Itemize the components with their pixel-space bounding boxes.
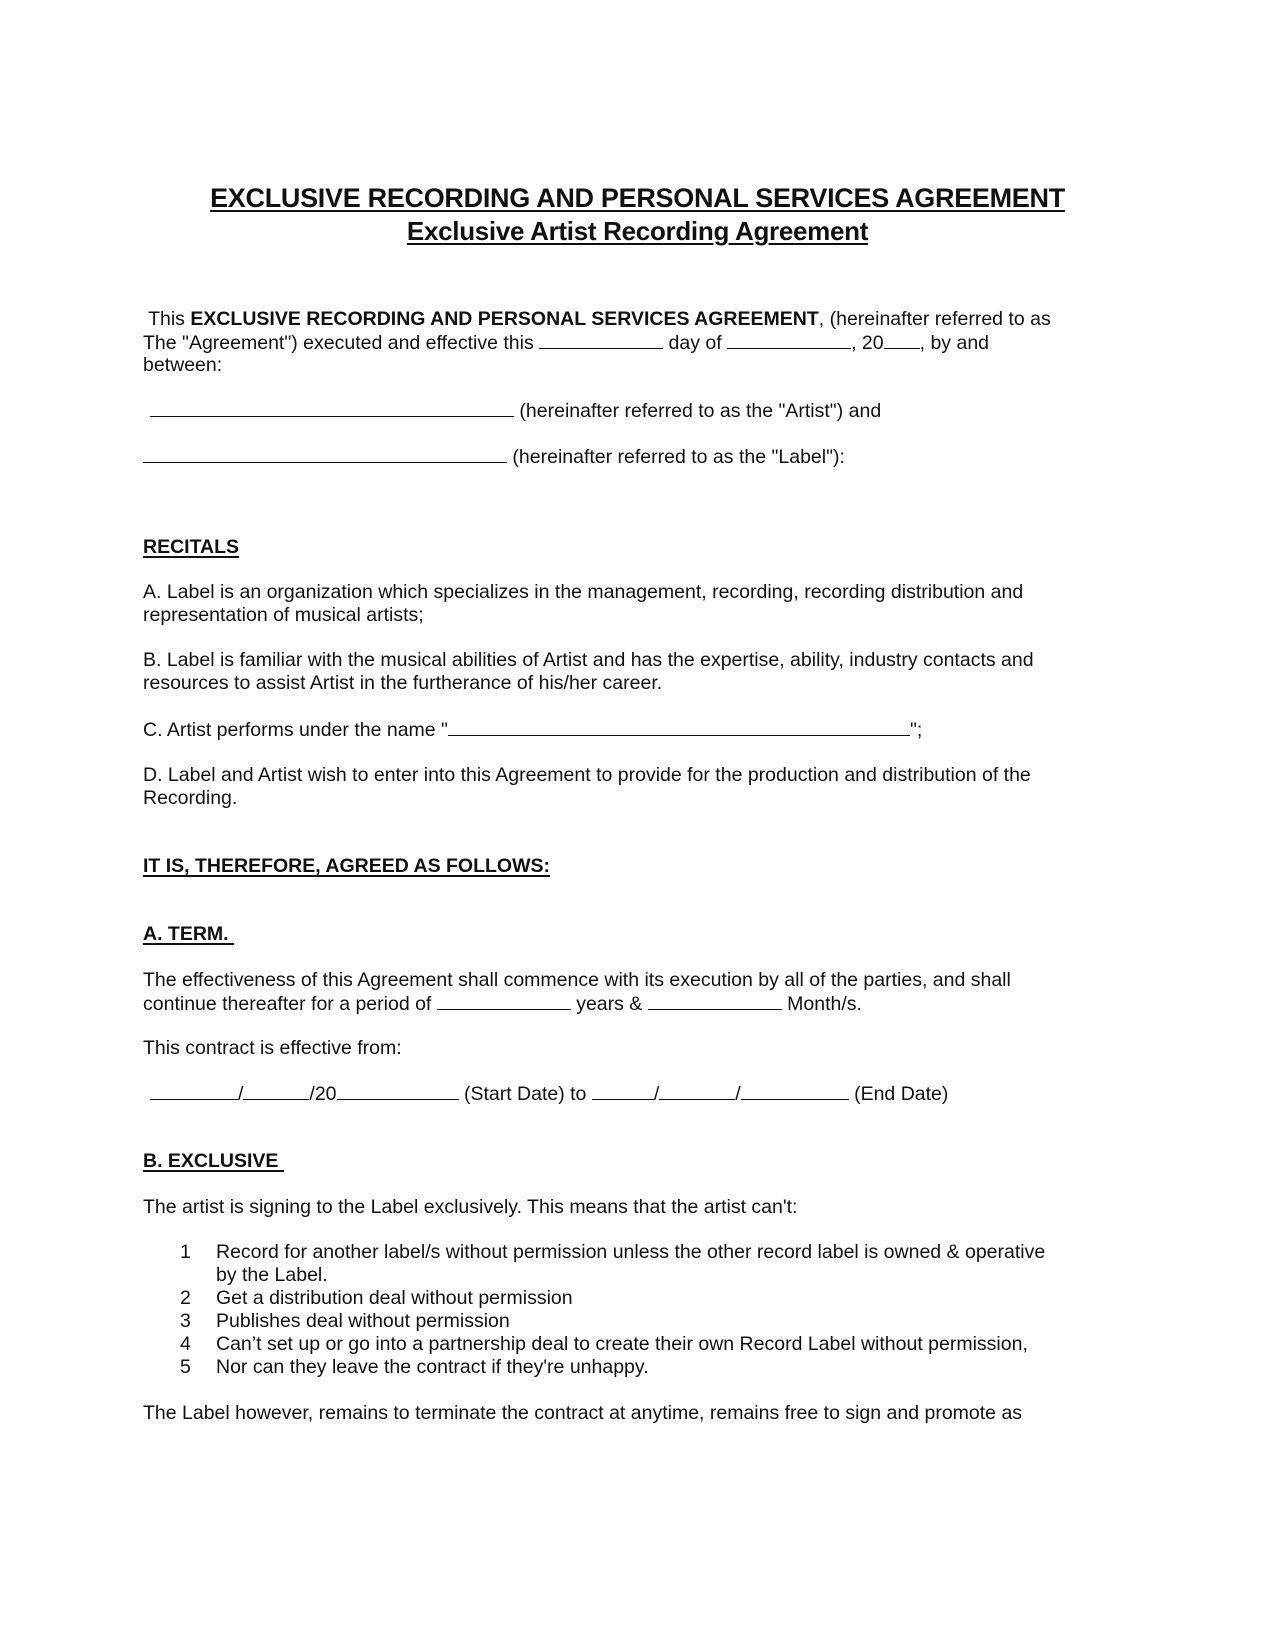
- date-range-line: [150, 1081, 948, 1106]
- document-subtitle: Exclusive Artist Recording Agreement: [406, 216, 869, 246]
- recital-c-prefix: C. Artist performs under the name ": [143, 719, 448, 741]
- artist-name-blank[interactable]: [150, 398, 514, 417]
- agreed-heading: IT IS, THEREFORE, AGREED AS FOLLOWS:: [143, 855, 550, 877]
- intro-text: , 20: [851, 332, 884, 354]
- end-year-blank[interactable]: [741, 1081, 849, 1100]
- artist-party-label: (hereinafter referred to as the "Artist") and: [514, 400, 882, 422]
- term-heading: A. TERM.: [143, 923, 234, 945]
- list-text: Nor can they leave the contract if they're unhappy.: [216, 1356, 649, 1378]
- recital-d-line-1: D. Label and Artist wish to enter into this Agreement to provide for the production and distribution of the: [143, 764, 1031, 786]
- list-number: 2: [180, 1287, 191, 1309]
- term-line-1: The effectiveness of this Agreement shall commence with its execution by all of the parties, and shall: [143, 969, 1011, 991]
- list-item: [143, 1332, 1028, 1356]
- recital-c-line: [143, 717, 922, 742]
- day-blank[interactable]: [539, 330, 663, 349]
- date-separator: /: [238, 1083, 244, 1105]
- exclusive-closing: The Label however, remains to terminate the contract at anytime, remains free to sign and promote as: [143, 1402, 1023, 1424]
- start-year-blank[interactable]: [337, 1081, 459, 1100]
- recital-b-line-2: resources to assist Artist in the furtherance of his/her career.: [143, 672, 663, 694]
- term-line-2: [143, 991, 862, 1016]
- date-separator: /: [735, 1083, 741, 1105]
- recital-d-line-2: Recording.: [143, 787, 238, 809]
- list-item: [143, 1355, 649, 1379]
- list-number: 3: [180, 1310, 191, 1332]
- label-party-label: (hereinafter referred to as the "Label"):: [507, 446, 845, 468]
- list-item: [143, 1286, 573, 1310]
- stage-name-blank[interactable]: [448, 717, 910, 736]
- label-party-line: [143, 444, 845, 469]
- list-text: Can’t set up or go into a partnership deal to create their own Record Label without permission,: [216, 1333, 1028, 1355]
- end-month-blank[interactable]: [659, 1081, 735, 1100]
- list-number: 5: [180, 1356, 191, 1378]
- term-text: continue thereafter for a period of: [143, 993, 437, 1015]
- months-blank[interactable]: [648, 991, 782, 1010]
- list-number: 1: [180, 1241, 191, 1263]
- date-separator: /20: [309, 1083, 337, 1105]
- recital-a-line-1: A. Label is an organization which specializes in the management, recording, recording distribution and: [143, 581, 1024, 603]
- recital-b-line-1: B. Label is familiar with the musical abilities of Artist and has the expertise, ability, industry contacts and: [143, 649, 1034, 671]
- exclusive-intro: The artist is signing to the Label exclusively. This means that the artist can't:: [143, 1196, 798, 1218]
- intro-text: , by and: [919, 332, 990, 354]
- document-title: EXCLUSIVE RECORDING AND PERSONAL SERVICES AGREEMENT: [210, 183, 1065, 213]
- date-separator: /: [653, 1083, 660, 1105]
- intro-text: The "Agreement") executed and effective this: [143, 332, 540, 354]
- term-text: Month/s.: [781, 993, 862, 1015]
- intro-bold-title: EXCLUSIVE RECORDING AND PERSONAL SERVICES AGREEMENT: [190, 308, 819, 330]
- effective-from-label: This contract is effective from:: [143, 1037, 402, 1059]
- list-item: [143, 1309, 510, 1333]
- term-text: years &: [570, 993, 648, 1015]
- intro-line-3: between:: [143, 354, 223, 376]
- start-date-label: (Start Date) to: [458, 1083, 592, 1105]
- label-name-blank[interactable]: [143, 444, 507, 463]
- month-blank[interactable]: [727, 330, 851, 349]
- recital-a-line-2: representation of musical artists;: [143, 604, 424, 626]
- end-date-label: (End Date): [848, 1083, 949, 1105]
- intro-line-1: [143, 307, 1051, 331]
- years-blank[interactable]: [437, 991, 571, 1010]
- year-blank[interactable]: [884, 330, 920, 349]
- intro-text: day of: [663, 332, 728, 354]
- list-number: 4: [180, 1333, 191, 1355]
- artist-party-line: [150, 398, 881, 423]
- intro-suffix: , (hereinafter referred to as: [818, 308, 1051, 330]
- recitals-heading: RECITALS: [143, 536, 240, 558]
- recital-c-suffix: ";: [909, 719, 923, 741]
- list-text: Record for another label/s without permission unless the other record label is owned & operative: [216, 1241, 1046, 1263]
- exclusive-heading: B. EXCLUSIVE: [143, 1150, 284, 1172]
- end-day-blank[interactable]: [592, 1081, 654, 1100]
- list-text: Get a distribution deal without permission: [216, 1287, 573, 1309]
- start-month-blank[interactable]: [243, 1081, 309, 1100]
- start-day-blank[interactable]: [150, 1081, 238, 1100]
- list-item-continuation: by the Label.: [216, 1264, 328, 1286]
- intro-line-2: [143, 330, 989, 355]
- intro-prefix: This: [143, 308, 191, 330]
- list-text: Publishes deal without permission: [216, 1310, 510, 1332]
- list-item: [143, 1240, 1045, 1264]
